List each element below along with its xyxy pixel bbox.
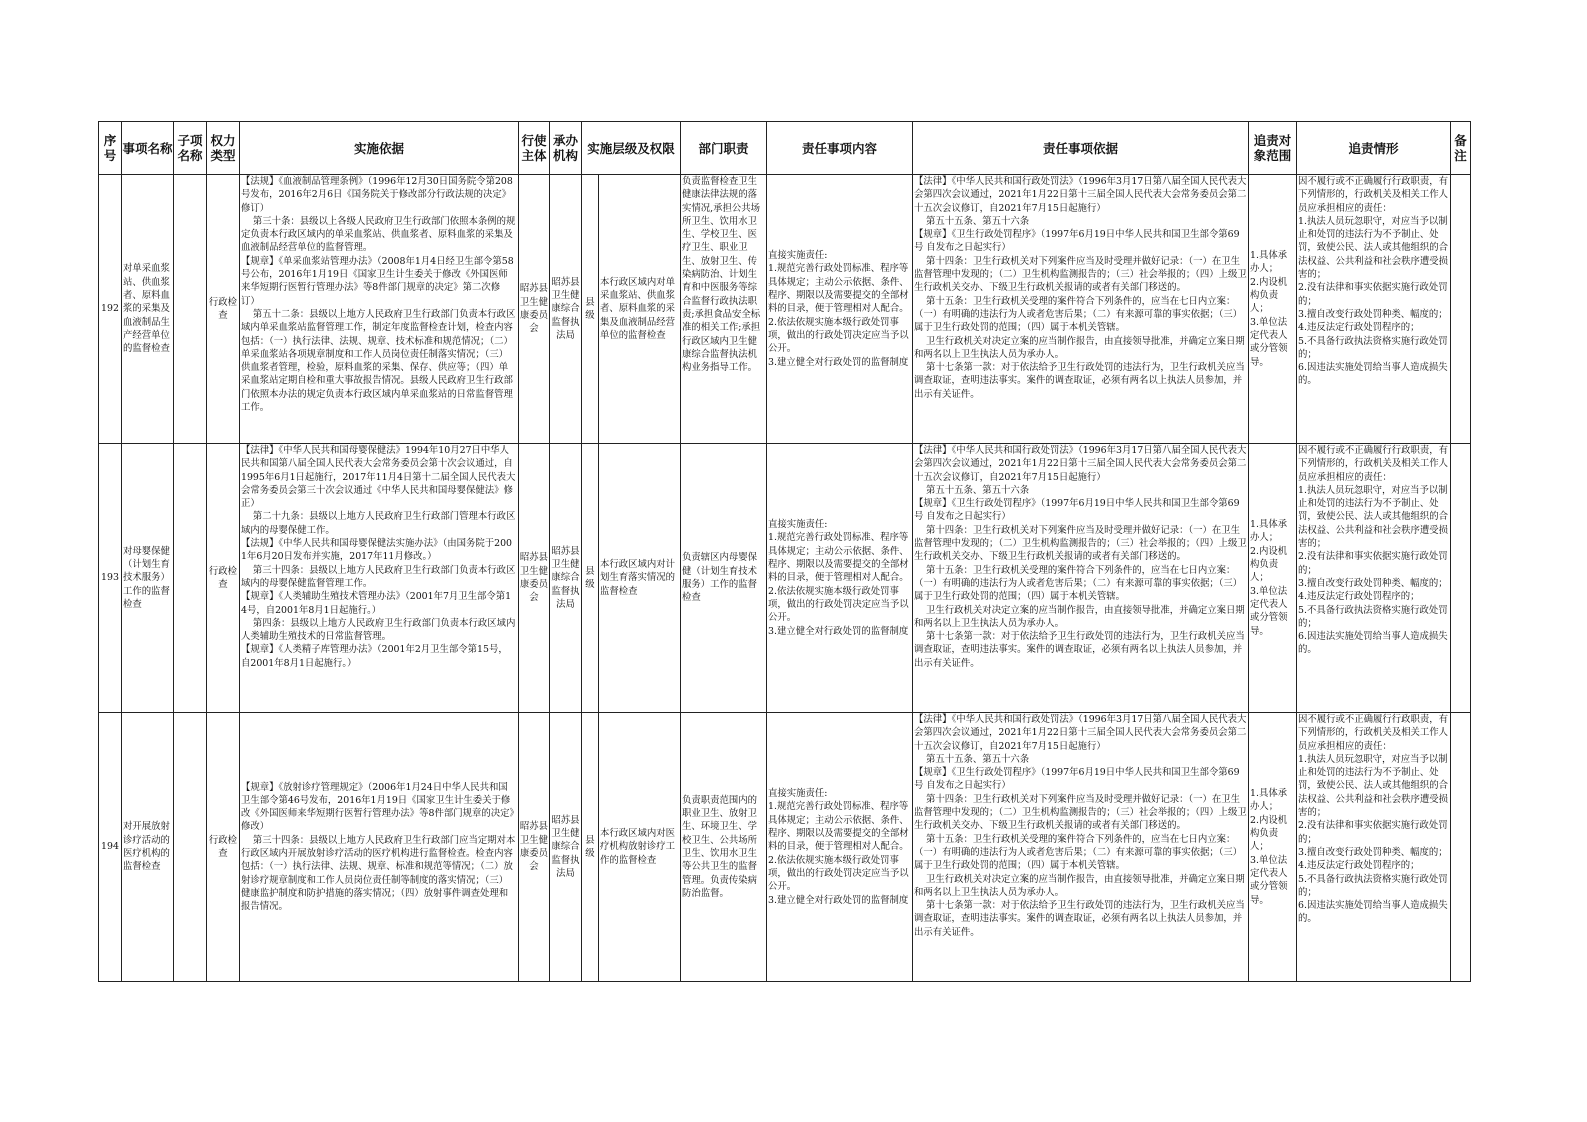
cell-level: 县级 <box>585 834 595 859</box>
cell-power-type: 行政检查 <box>208 565 238 590</box>
cell-subject: 昭苏县卫生健康委员会 <box>519 552 549 604</box>
col-header-basis: 实施依据 <box>240 122 519 175</box>
cell-seq: 192 <box>99 175 122 444</box>
cell-organ: 昭苏县卫生健康综合监督执法局 <box>551 814 580 879</box>
cell-organ: 昭苏县卫生健康综合监督执法局 <box>551 545 580 610</box>
cell-resp-basis: 【法律】《中华人民共和国行政处罚法》（1996年3月17日第八届全国人民代表大会第四次会议通过，2021年1月22日第十三届全国人民代表大会常务委员会第二十五次会议修订，自2021年7月15日起施行） 第五十五条、第五十六条 【规章】《卫生行政处罚程序》（1997年6月19日中华人民共和国卫生部令第69号 自发布之日起实行） 第十四条：卫生行政机关对下列案件应当及时受理并做好记录：（一）在卫生监督管理中发现的；（二）卫生机构监测报告的；（三）社会举报的；（四）上级卫生行政机关交办、下级卫生行政机关报请的或者有关部门移送的。 第十五条：卫生行政机关受理的案件符合下列条件的，应当在七日内立案：（一）有明确的违法行为人或者危害后果；（二）有来源可靠的事实依据；（三）属于卫生行政处罚的范围；（四）属于本机关管辖。 卫生行政机关对决定立案的应当制作报告，由直接领导批准，并确定立案日期和两名以上卫生执法人员为承办人。 第十七条第一款：对于依法给予卫生行政处罚的违法行为，卫生行政机关应当调查取证，查明违法事实。案件的调查取证，必须有两名以上执法人员参加，并出示有关证件。 <box>914 714 1247 938</box>
cell-basis: 【规章】《放射诊疗管理规定》（2006年1月24日中华人民共和国卫生部令第46号发布，2016年1月19日《国家卫生计生委关于修改《外国医师来华短期行医暂行管理办法》等8件部门规章的决定》修改） 第三十四条：县级以上地方人民政府卫生行政部门应当定期对本行政区域内开展放射诊疗活动的医疗机构进行监督检查。检查内容包括：（一）执行法律、法规、规章、标准和规范等情况；（二）放射诊疗规章制度和工作人员岗位责任制等制度的落实情况；（三）健康监护制度和防护措施的落实情况；（四）放射事件调查处理和报告情况。 <box>241 781 516 913</box>
cell-seq: 194 <box>99 713 122 982</box>
col-header-organ: 承办机构 <box>550 122 582 175</box>
cell-duty: 负责辖区内母婴保健（计划生育技术服务）工作的监督检查 <box>682 552 758 604</box>
col-header-note: 备注 <box>1451 122 1471 175</box>
col-header-item-name: 事项名称 <box>122 122 174 175</box>
cell-resp-content: 直接实施责任: 1.规范完善行政处罚标准、程序等具体规定；主动公示依据、条件、程序、期限以及需要提交的全部材料的目录，便于管理相对人配合。 2.依法依规实施本级行政处罚事项，做出的行政处罚决定应当予以公开。 3.建立健全对行政处罚的监督制度 <box>768 519 909 637</box>
cell-authority: 本行政区域内对医疗机构放射诊疗工作的监督检查 <box>600 828 676 866</box>
cell-authority: 本行政区域内对单采血浆站、供血浆者、原料血浆的采集及血液制品经营单位的监督检查 <box>600 276 676 341</box>
cell-item-name: 对开展放射诊疗活动的医疗机构的监督检查 <box>123 821 170 873</box>
table-row <box>99 175 1471 444</box>
cell-situation: 因不履行或不正确履行行政职责，有下列情形的，行政机关及相关工作人员应承担相应的责任： 1.执法人员玩忽职守，对应当予以制止和处罚的违法行为不予制止、处罚，致使公民、法人或其他组织的合法权益、公共利益和社会秩序遭受损害的； 2.没有法律和事实依据实施行政处罚的； 3.擅自改变行政处罚种类、幅度的； 4.违反法定行政处罚程序的； 5.不具备行政执法资格实施行政处罚的； 6.因违法实施处罚给当事人造成损失的。 <box>1298 176 1449 387</box>
cell-level: 县级 <box>585 565 595 590</box>
col-header-situation: 追责情形 <box>1297 122 1451 175</box>
cell-resp-basis: 【法律】《中华人民共和国行政处罚法》（1996年3月17日第八届全国人民代表大会第四次会议通过，2021年1月22日第十三届全国人民代表大会常务委员会第二十五次会议修订，自2021年7月15日起施行） 第五十五条、第五十六条 【规章】《卫生行政处罚程序》（1997年6月19日中华人民共和国卫生部令第69号 自发布之日起实行） 第十四条：卫生行政机关对下列案件应当及时受理并做好记录：（一）在卫生监督管理中发现的；（二）卫生机构监测报告的；（三）社会举报的；（四）上级卫生行政机关交办、下级卫生行政机关报请的或者有关部门移送的。 第十五条：卫生行政机关受理的案件符合下列条件的，应当在七日内立案：（一）有明确的违法行为人或者危害后果；（二）有来源可靠的事实依据；（三）属于卫生行政处罚的范围；（四）属于本机关管辖。 卫生行政机关对决定立案的应当制作报告，由直接领导批准，并确定立案日期和两名以上卫生执法人员为承办人。 第十七条第一款：对于依法给予卫生行政处罚的违法行为，卫生行政机关应当调查取证，查明违法事实。案件的调查取证，必须有两名以上执法人员参加，并出示有关证件。 <box>914 445 1247 669</box>
cell-basis: 【法律】《中华人民共和国母婴保健法》1994年10月27日中华人民共和国第八届全国人民代表大会常务委员会第十次会议通过，自1995年6月1日起施行，2017年11月4日第十二届全国人民代表大会常务委员会第三十次会议通过《中华人民共和国母婴保健法》修正） 第二十九条：县级以上地方人民政府卫生行政部门管理本行政区域内的母婴保健工作。 【法规】《中华人民共和国母婴保健法实施办法》（由国务院于2001年6月20日发布并实施，2017年11月修改。） 第三十四条：县级以上地方人民政府卫生行政部门负责本行政区域内的母婴保健监督管理工作。 【规章】《人类辅助生殖技术管理办法》（2001年7月卫生部令第14号，自2001年8月1日起施行。） 第四条：县级以上地方人民政府卫生行政部门负责本行政区域内人类辅助生殖技术的日常监督管理。 【规章】《人类精子库管理办法》（2001年2月卫生部令第15号，自2001年8月1日起施行。） <box>241 445 516 669</box>
col-header-sub-item: 子项名称 <box>174 122 207 175</box>
cell-item-name: 对母婴保健（计划生育技术服务）工作的监督检查 <box>123 545 170 610</box>
cell-resp-basis: 【法律】《中华人民共和国行政处罚法》（1996年3月17日第八届全国人民代表大会第四次会议通过，2021年1月22日第十三届全国人民代表大会常务委员会第二十五次会议修订，自2021年7月15日起施行） 第五十五条、第五十六条 【规章】《卫生行政处罚程序》（1997年6月19日中华人民共和国卫生部令第69号 自发布之日起实行） 第十四条：卫生行政机关对下列案件应当及时受理并做好记录：（一）在卫生监督管理中发现的；（二）卫生机构监测报告的；（三）社会举报的；（四）上级卫生行政机关交办、下级卫生行政机关报请的或者有关部门移送的。 第十五条：卫生行政机关受理的案件符合下列条件的，应当在七日内立案：（一）有明确的违法行为人或者危害后果；（二）有来源可靠的事实依据；（三）属于卫生行政处罚的范围；（四）属于本机关管辖。 卫生行政机关对决定立案的应当制作报告，由直接领导批准，并确定立案日期和两名以上卫生执法人员为承办人。 第十七条第一款：对于依法给予卫生行政处罚的违法行为，卫生行政机关应当调查取证，查明违法事实。案件的调查取证，必须有两名以上执法人员参加，并出示有关证件。 <box>914 176 1247 400</box>
cell-power-type: 行政检查 <box>208 296 238 321</box>
header-row <box>99 122 1471 175</box>
table-row <box>99 444 1471 713</box>
col-header-resp-basis: 责任事项依据 <box>913 122 1249 175</box>
cell-basis: 【法规】《血液制品管理条例》（1996年12月30日国务院令第208号发布，2016年2月6日《国务院关于修改部分行政法规的决定》修订） 第三十条：县级以上各级人民政府卫生行政部门依照本条例的规定负责本行政区域内的单采血浆站、供血浆者、原料血浆的采集及血液制品经营单位的监督管理。 【规章】《单采血浆站管理办法》（2008年1月4日经卫生部令第58号公布，2016年1月19日《国家卫生计生委关于修改《外国医师来华短期行医暂行管理办法》等8件部门规章的决定》第二次修订） 第五十二条：县级以上地方人民政府卫生行政部门负责本行政区域内单采血浆站监督管理工作，制定年度监督检查计划，检查内容包括：（一）执行法律、法规、规章、技术标准和规范情况；（二）单采血浆站各项规章制度和工作人员岗位责任制落实情况；（三）供血浆者管理，检验，原料血浆的采集、保存、供应等；（四）单采血浆站定期自检和重大事故报告情况。县级人民政府卫生行政部门依照本办法的规定负责本行政区域内单采血浆站的日常监督管理工作。 <box>241 176 516 414</box>
cell-scope: 1.具体承办人； 2.内设机构负责人； 3.单位法定代表人或分管领导。 <box>1250 250 1288 368</box>
cell-scope: 1.具体承办人； 2.内设机构负责人； 3.单位法定代表人或分管领导。 <box>1250 788 1288 906</box>
col-header-duty: 部门职责 <box>681 122 767 175</box>
table-row <box>99 713 1471 982</box>
cell-subject: 昭苏县卫生健康委员会 <box>519 283 549 335</box>
cell-situation: 因不履行或不正确履行行政职责，有下列情形的，行政机关及相关工作人员应承担相应的责任： 1.执法人员玩忽职守，对应当予以制止和处罚的违法行为不予制止、处罚，致使公民、法人或其他组织的合法权益、公共利益和社会秩序遭受损害的； 2.没有法律和事实依据实施行政处罚的； 3.擅自改变行政处罚种类、幅度的； 4.违反法定行政处罚程序的； 5.不具备行政执法资格实施行政处罚的； 6.因违法实施处罚给当事人造成损失的。 <box>1298 445 1449 656</box>
cell-authority: 本行政区域内对计划生育落实情况的监督检查 <box>600 559 676 597</box>
col-header-power-type: 权力类型 <box>207 122 240 175</box>
cell-resp-content: 直接实施责任: 1.规范完善行政处罚标准、程序等具体规定；主动公示依据、条件、程序、期限以及需要提交的全部材料的目录，便于管理相对人配合。 2.依法依规实施本级行政处罚事项，做出的行政处罚决定应当予以公开。 3.建立健全对行政处罚的监督制度 <box>768 788 909 906</box>
cell-subject: 昭苏县卫生健康委员会 <box>519 821 549 873</box>
cell-duty: 负责监督检查卫生健康法律法规的落实情况,承担公共场所卫生、饮用水卫生、学校卫生、医疗卫生、职业卫生、放射卫生、传染病防治、计划生育和中医服务等综合监督行政执法职责;承担食品安全标准的相关工作;承担行政区域内卫生健康综合监督执法机构业务指导工作。 <box>682 176 761 374</box>
cell-organ: 昭苏县卫生健康综合监督执法局 <box>551 276 580 341</box>
col-header-scope: 追责对象范围 <box>1249 122 1297 175</box>
authority-table <box>98 121 1471 982</box>
cell-scope: 1.具体承办人； 2.内设机构负责人； 3.单位法定代表人或分管领导。 <box>1250 519 1288 637</box>
col-header-resp-content: 责任事项内容 <box>767 122 913 175</box>
cell-level: 县级 <box>585 296 595 321</box>
cell-seq: 193 <box>99 444 122 713</box>
col-header-level: 实施层级及权限 <box>582 122 681 175</box>
cell-duty: 负责职责范围内的职业卫生、放射卫生、环境卫生、学校卫生、公共场所卫生、饮用水卫生等公共卫生的监督管理。负责传染病防治监督。 <box>682 794 758 899</box>
cell-item-name: 对单采血浆站、供血浆者、原料血浆的采集及血液制品生产经营单位的监督检查 <box>123 263 170 355</box>
cell-resp-content: 直接实施责任: 1.规范完善行政处罚标准、程序等具体规定；主动公示依据、条件、程序、期限以及需要提交的全部材料的目录，便于管理相对人配合。 2.依法依规实施本级行政处罚事项，做出的行政处罚决定应当予以公开。 3.建立健全对行政处罚的监督制度 <box>768 250 909 368</box>
cell-situation: 因不履行或不正确履行行政职责，有下列情形的，行政机关及相关工作人员应承担相应的责任： 1.执法人员玩忽职守，对应当予以制止和处罚的违法行为不予制止、处罚，致使公民、法人或其他组织的合法权益、公共利益和社会秩序遭受损害的； 2.没有法律和事实依据实施行政处罚的； 3.擅自改变行政处罚种类、幅度的； 4.违反法定行政处罚程序的； 5.不具备行政执法资格实施行政处罚的； 6.因违法实施处罚给当事人造成损失的。 <box>1298 714 1449 925</box>
col-header-subject: 行使主体 <box>519 122 550 175</box>
col-header-seq: 序号 <box>99 122 122 175</box>
cell-power-type: 行政检查 <box>208 834 238 859</box>
